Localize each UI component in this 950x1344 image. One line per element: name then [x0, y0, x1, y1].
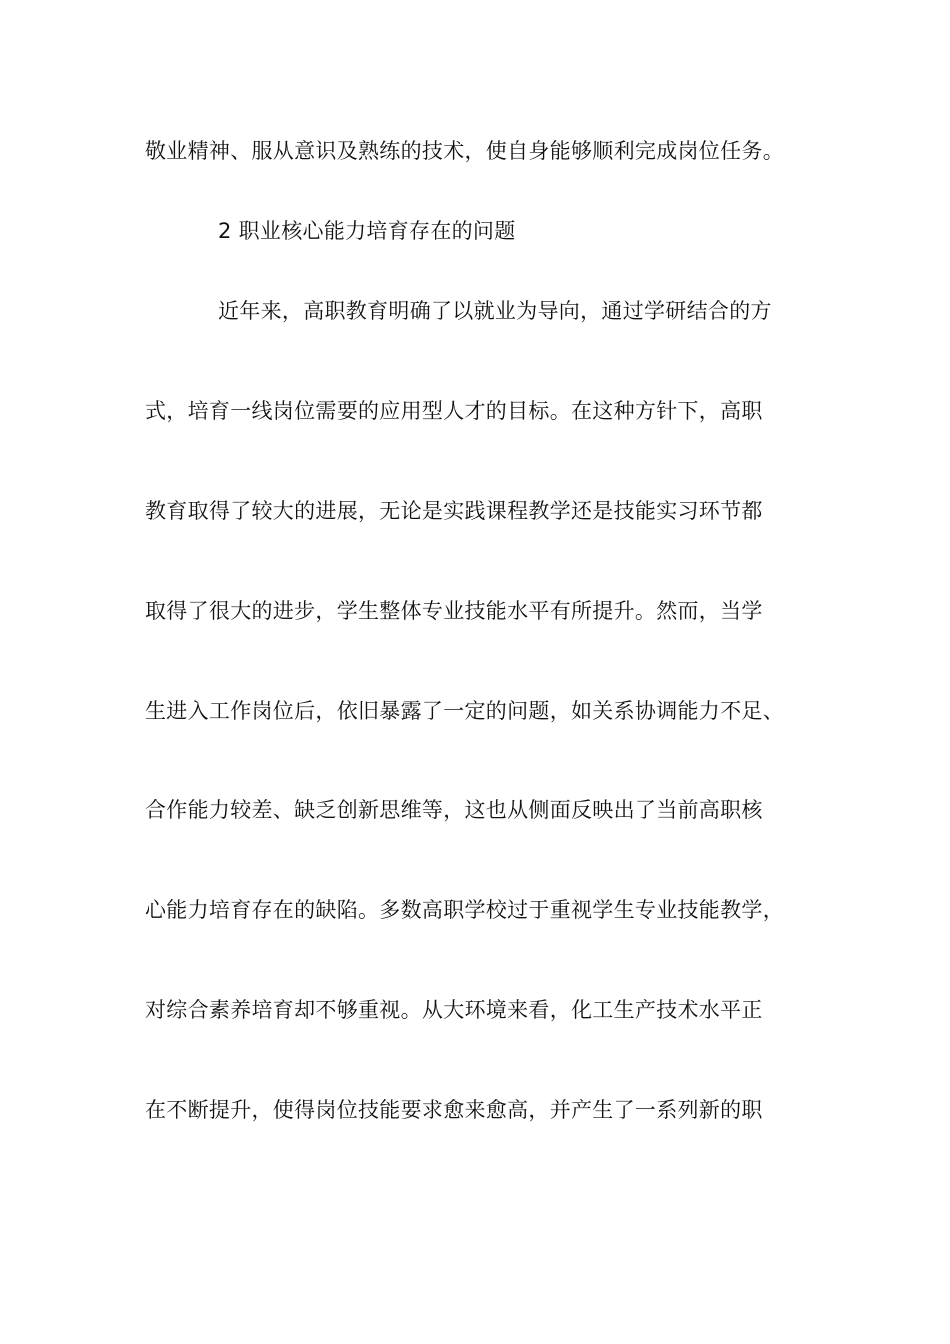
paragraph-line: 教育取得了较大的进展，无论是实践课程教学还是技能实习环节都: [145, 499, 763, 523]
paragraph-line: 对综合素养培育却不够重视。从大环境来看，化工生产技术水平正: [145, 998, 763, 1022]
paragraph-line: 心能力培育存在的缺陷。多数高职学校过于重视学生专业技能教学，: [145, 898, 784, 922]
paragraph-line: 式，培育一线岗位需要的应用型人才的目标。在这种方针下，高职: [145, 399, 763, 423]
paragraph-line: 取得了很大的进步，学生整体专业技能水平有所提升。然而，当学: [145, 599, 763, 623]
paragraph-first-line: 近年来，高职教育明确了以就业为导向，通过学研结合的方: [218, 299, 772, 323]
paragraph-line: 在不断提升，使得岗位技能要求愈来愈高，并产生了一系列新的职: [145, 1098, 763, 1122]
paragraph-line: 合作能力较差、缺乏创新思维等，这也从侧面反映出了当前高职核: [145, 798, 763, 822]
section-heading: 2 职业核心能力培育存在的问题: [218, 219, 516, 243]
paragraph-line: 敬业精神、服从意识及熟练的技术，使自身能够顺利完成岗位任务。: [145, 139, 784, 163]
paragraph-line: 生进入工作岗位后，依旧暴露了一定的问题，如关系协调能力不足、: [145, 699, 784, 723]
